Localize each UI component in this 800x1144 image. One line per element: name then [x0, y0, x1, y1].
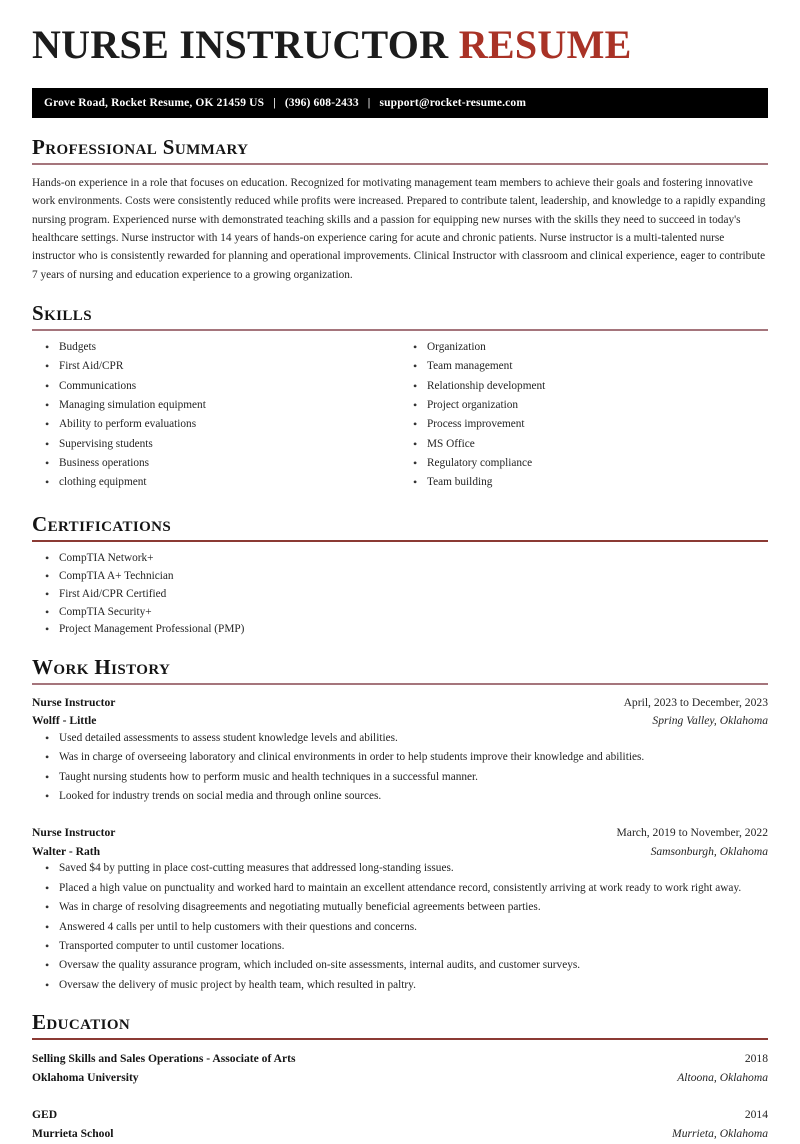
list-item: • First Aid/CPR: [32, 359, 400, 374]
list-item: • Used detailed assessments to assess student knowledge levels and abilities.: [32, 731, 768, 746]
list-item: • Oversaw the delivery of music project by health team, which resulted in paltry.: [32, 978, 768, 993]
section-rule-work-history: [32, 683, 768, 685]
list-item: • Team building: [400, 475, 768, 490]
list-item: • Relationship development: [400, 379, 768, 394]
skills-left-list: [32, 340, 400, 491]
page-title: [32, 0, 768, 65]
list-item: • Communications: [32, 379, 400, 394]
work-entry-title-row: [32, 694, 768, 713]
title-resume-word: RESUME: [458, 22, 632, 67]
work-entry-bullets: [32, 861, 768, 993]
education-location: Murrieta, Oklahoma: [672, 1127, 768, 1141]
list-item: • Supervising students: [32, 437, 400, 452]
list-item: • Was in charge of overseeing laboratory and clinical environments in order to help students improve their knowledge and abilities.: [32, 750, 768, 765]
section-heading-education: Education: [32, 1009, 131, 1034]
list-item: • Transported computer to until customer locations.: [32, 939, 768, 954]
list-item: • Oversaw the quality assurance program, which included on-site assessments, internal audits, and customer surveys.: [32, 958, 768, 973]
work-entry-company-row: [32, 712, 768, 731]
skills-columns: [32, 340, 768, 495]
list-item: • Looked for industry trends on social media and through online sources.: [32, 789, 768, 804]
education-year: 2018: [744, 1052, 768, 1066]
list-item: • Business operations: [32, 456, 400, 471]
education-degree-row: [32, 1105, 768, 1124]
list-item: • Answered 4 calls per until to help customers with their questions and concerns.: [32, 920, 768, 935]
contact-separator-1: |: [273, 97, 276, 109]
education-entry: [32, 1049, 768, 1087]
summary-body-text: Hands-on experience in a role that focuses on education. Recognized for motivating management team members to achieve their goals and fostering innovative work environments. Costs were consistently reduced while profits were increased. Prepared to contribute talent, leadership, and knowledge to a rapidly expanding nursing program. Experienced nurse with demonstrated teaching skills and a passion for equipping new nurses with the skills they need to succeed in today's healthcare settings. Nurse instructor with 14 years of hands-on experience caring for acute and chronic patients. Nurse instructor is a multi-talented nurse instructor who is consistently rewarded for planning and operational improvements. Clinical Instructor with classroom and clinical experience, eager to contribute 7 years of nursing and education experience to a growing organization.: [32, 177, 766, 281]
education-entry: [32, 1105, 768, 1143]
skills-left-column: [32, 340, 400, 495]
list-item: • Project organization: [400, 398, 768, 413]
list-item: • First Aid/CPR Certified: [32, 587, 768, 602]
list-item: • Process improvement: [400, 417, 768, 432]
certifications-list: [32, 551, 768, 638]
work-entry-dates: March, 2019 to November, 2022: [616, 826, 768, 840]
work-entry-title: Nurse Instructor: [32, 695, 116, 709]
education-school: Oklahoma University: [32, 1071, 139, 1085]
work-entry-company: Walter - Rath: [32, 844, 101, 858]
work-entry-company-row: [32, 843, 768, 862]
list-item: • Project Management Professional (PMP): [32, 622, 768, 637]
list-item: • Budgets: [32, 340, 400, 355]
education-school-row: [32, 1124, 768, 1143]
title-job-role: NURSE INSTRUCTOR: [32, 22, 449, 67]
section-work-history: [32, 656, 768, 993]
contact-phone[interactable]: (396) 608-2433: [284, 97, 359, 109]
contact-bar: [32, 88, 768, 118]
work-entry-title: Nurse Instructor: [32, 826, 116, 840]
skills-right-column: [400, 340, 768, 495]
education-school-row: [32, 1068, 768, 1087]
work-entry-location: Spring Valley, Oklahoma: [652, 714, 768, 728]
section-skills: [32, 302, 768, 495]
list-item: • CompTIA Security+: [32, 605, 768, 620]
list-item: • Ability to perform evaluations: [32, 417, 400, 432]
education-degree: GED: [32, 1108, 58, 1122]
list-item: • Organization: [400, 340, 768, 355]
list-item: • CompTIA A+ Technician: [32, 569, 768, 584]
section-rule-skills: [32, 329, 768, 331]
list-item: • Saved $4 by putting in place cost-cutting measures that addressed long-standing issues.: [32, 861, 768, 876]
list-item: • Was in charge of resolving disagreements and negotiating mutually beneficial agreements between parties.: [32, 900, 768, 915]
education-year: 2014: [744, 1108, 768, 1122]
section-heading-work-history: Work History: [32, 654, 171, 679]
contact-address: Grove Road, Rocket Resume, OK 21459 US: [44, 97, 265, 109]
work-entry: [32, 694, 768, 805]
work-entry-dates: April, 2023 to December, 2023: [623, 695, 768, 709]
section-heading-summary: Professional Summary: [32, 135, 249, 159]
education-entry-spacer: [32, 1089, 768, 1105]
list-item: • Regulatory compliance: [400, 456, 768, 471]
list-item: • MS Office: [400, 437, 768, 452]
education-degree-row: [32, 1049, 768, 1068]
list-item: • CompTIA Network+: [32, 551, 768, 566]
education-location: Altoona, Oklahoma: [677, 1071, 768, 1085]
section-heading-certifications: Certifications: [32, 511, 172, 536]
education-degree: Selling Skills and Sales Operations - Associate of Arts: [32, 1052, 296, 1066]
work-entry: [32, 824, 768, 993]
work-entry-title-row: [32, 824, 768, 843]
contact-email[interactable]: support@rocket-resume.com: [379, 97, 527, 109]
section-rule-certifications: [32, 540, 768, 542]
list-item: • Managing simulation equipment: [32, 398, 400, 413]
section-professional-summary: [32, 136, 768, 284]
list-item: • Team management: [400, 359, 768, 374]
education-school: Murrieta School: [32, 1127, 114, 1141]
section-heading-skills: Skills: [32, 300, 92, 325]
section-rule-summary: [32, 163, 768, 165]
list-item: • Placed a high value on punctuality and worked hard to maintain an excellent attendance record, consistently arriving at work ready to work right away.: [32, 881, 768, 896]
skills-right-list: [400, 340, 768, 491]
work-entry-spacer: [32, 808, 768, 824]
list-item: • clothing equipment: [32, 475, 400, 490]
work-entry-company: Wolff - Little: [32, 714, 97, 728]
section-certifications: [32, 513, 768, 638]
section-rule-education: [32, 1038, 768, 1040]
contact-separator-2: |: [367, 97, 371, 109]
list-item: • Taught nursing students how to perform music and health techniques in a successful manner.: [32, 770, 768, 785]
work-entry-bullets: [32, 731, 768, 804]
section-education: [32, 1011, 768, 1144]
work-entry-location: Samsonburgh, Oklahoma: [650, 844, 768, 858]
